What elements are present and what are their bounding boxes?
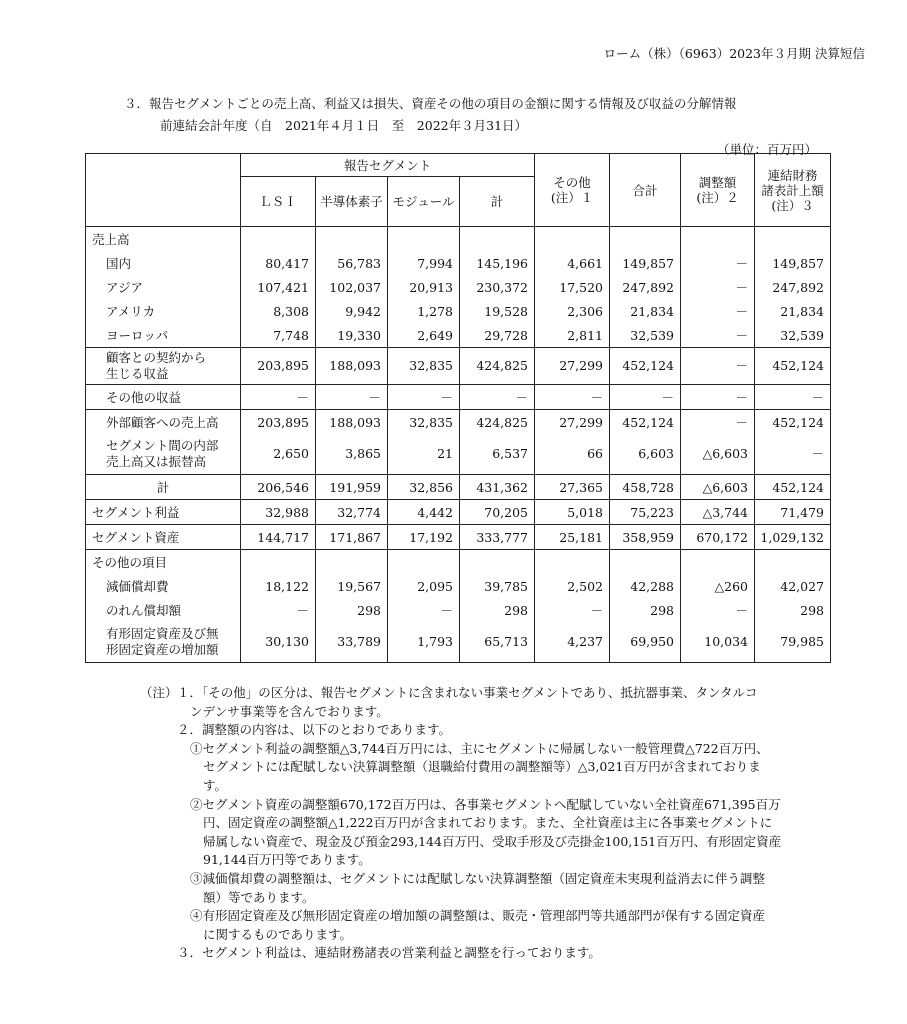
header-consolidated: 連結財務 諸表計上額 (注）３ — [755, 154, 831, 227]
table-cell: 29,728 — [460, 323, 535, 348]
table-cell: 149,857 — [755, 251, 831, 275]
table-cell — [316, 550, 388, 575]
table-cell: 17,520 — [535, 275, 610, 299]
table-cell: 3,865 — [316, 434, 388, 475]
table-cell — [535, 550, 610, 575]
table-cell: 247,892 — [610, 275, 681, 299]
row-label: 顧客との契約から 生じる収益 — [86, 348, 241, 385]
row-label: アジア — [86, 275, 241, 299]
table-cell: 33,789 — [316, 622, 388, 663]
table-row — [86, 299, 831, 323]
table-cell: 4,661 — [535, 251, 610, 275]
unit-label: （単位：百万円） — [716, 142, 817, 157]
table-row — [86, 598, 831, 622]
table-cell: 70,205 — [460, 500, 535, 525]
note-2-4: ④有形固定資産及び無形固定資産の増加額の調整額は、販売・管理部門等共通部門が保有する固定資産 に関するものであります。 — [190, 908, 766, 942]
table-cell: 32,856 — [388, 475, 460, 500]
table-cell — [388, 227, 460, 252]
table-cell: 42,288 — [610, 574, 681, 598]
header-semiconductor: 半導体素子 — [316, 177, 388, 227]
table-cell: 39,785 — [460, 574, 535, 598]
row-label: のれん償却額 — [86, 598, 241, 622]
table-cell: 1,029,132 — [755, 525, 831, 550]
table-cell: 10,034 — [681, 622, 755, 663]
table-cell: 333,777 — [460, 525, 535, 550]
row-label: ヨーロッパ — [86, 323, 241, 348]
table-cell: 18,122 — [241, 574, 316, 598]
table-cell: － — [610, 385, 681, 410]
table-cell: 424,825 — [460, 410, 535, 435]
row-label: その他の収益 — [86, 385, 241, 410]
header-lsi: ＬＳＩ — [241, 177, 316, 227]
table-cell: 203,895 — [241, 410, 316, 435]
table-cell: 1,278 — [388, 299, 460, 323]
table-cell: 298 — [460, 598, 535, 622]
table-cell: 56,783 — [316, 251, 388, 275]
header-subtotal: 計 — [460, 177, 535, 227]
table-row — [86, 475, 831, 500]
table-cell: 21,834 — [755, 299, 831, 323]
table-cell: 5,018 — [535, 500, 610, 525]
table-cell: － — [681, 348, 755, 385]
table-cell: 80,417 — [241, 251, 316, 275]
note-2-3: ③減価償却費の調整額は、セグメントには配賦しない決算調整額（固定資産未実現利益消去に伴う調整 額）等であります。 — [190, 870, 765, 905]
table-cell: 66 — [535, 434, 610, 475]
table-cell: △260 — [681, 574, 755, 598]
table-cell — [241, 550, 316, 575]
table-cell: 32,539 — [610, 323, 681, 348]
table-cell: 7,994 — [388, 251, 460, 275]
table-cell: 188,093 — [316, 348, 388, 385]
table-row — [86, 385, 831, 410]
table-cell: 247,892 — [755, 275, 831, 299]
table-row — [86, 410, 831, 435]
table-cell: 188,093 — [316, 410, 388, 435]
table-cell: 452,124 — [610, 348, 681, 385]
note-2-1: ①セグメント利益の調整額△3,744百万円には、主にセグメントに帰属しない一般管理費△722百万円、 セグメントには配賦しない決算調整額（退職給付費用の調整額等）△3,021百万円が含まれておりま す。 — [190, 740, 769, 793]
table-cell: － — [388, 598, 460, 622]
table-cell: △6,603 — [681, 434, 755, 475]
table-cell: － — [681, 299, 755, 323]
table-cell: － — [755, 385, 831, 410]
table-cell: 9,942 — [316, 299, 388, 323]
header-total: 合計 — [610, 154, 681, 227]
table-cell — [460, 550, 535, 575]
row-label: 国内 — [86, 251, 241, 275]
table-cell: 2,502 — [535, 574, 610, 598]
table-body — [86, 227, 831, 663]
table-cell: 75,223 — [610, 500, 681, 525]
row-label: 売上高 — [86, 227, 241, 252]
table-row — [86, 622, 831, 663]
table-cell: 424,825 — [460, 348, 535, 385]
row-label: セグメント資産 — [86, 525, 241, 550]
notes — [140, 684, 840, 963]
table-cell: 431,362 — [460, 475, 535, 500]
table-cell: 8,308 — [241, 299, 316, 323]
table-cell: 79,985 — [755, 622, 831, 663]
row-label: セグメント利益 — [86, 500, 241, 525]
table-cell: 358,959 — [610, 525, 681, 550]
table-cell — [681, 227, 755, 252]
table-cell — [755, 227, 831, 252]
table-cell: 69,950 — [610, 622, 681, 663]
table-cell: 65,713 — [460, 622, 535, 663]
table-cell: 4,442 — [388, 500, 460, 525]
table-cell: 102,037 — [316, 275, 388, 299]
note-marker: （注） — [140, 685, 178, 700]
table-cell: 32,835 — [388, 410, 460, 435]
table-cell: 19,567 — [316, 574, 388, 598]
row-label: 減価償却費 — [86, 574, 241, 598]
table-cell: △6,603 — [681, 475, 755, 500]
table-row — [86, 434, 831, 475]
table-cell: 2,649 — [388, 323, 460, 348]
table-cell: 670,172 — [681, 525, 755, 550]
header-module: モジュール — [388, 177, 460, 227]
table-cell: 6,603 — [610, 434, 681, 475]
table-cell: △3,744 — [681, 500, 755, 525]
table-cell: 42,027 — [755, 574, 831, 598]
table-row — [86, 227, 831, 252]
table-cell — [610, 227, 681, 252]
header-other: その他 (注）１ — [535, 154, 610, 227]
period-title: 前連結会計年度（自 2021年４月１日 至 2022年３月31日） — [160, 118, 528, 133]
table-cell: － — [755, 434, 831, 475]
table-row — [86, 323, 831, 348]
table-cell: 32,539 — [755, 323, 831, 348]
table-cell: － — [681, 410, 755, 435]
table-row — [86, 574, 831, 598]
table-cell: 27,299 — [535, 410, 610, 435]
table-cell: － — [681, 385, 755, 410]
table-cell: 452,124 — [755, 475, 831, 500]
table-cell: 25,181 — [535, 525, 610, 550]
table-cell: 298 — [316, 598, 388, 622]
table-cell: 2,650 — [241, 434, 316, 475]
table-cell: 2,811 — [535, 323, 610, 348]
table-cell: 171,867 — [316, 525, 388, 550]
table-cell — [388, 550, 460, 575]
table-cell: 149,857 — [610, 251, 681, 275]
table-cell — [535, 227, 610, 252]
table-cell: 230,372 — [460, 275, 535, 299]
table-cell: 2,306 — [535, 299, 610, 323]
table-cell: 19,330 — [316, 323, 388, 348]
table-cell: － — [681, 598, 755, 622]
table-cell — [681, 550, 755, 575]
header-blank-cell — [86, 154, 241, 227]
table-row — [86, 500, 831, 525]
table-cell: 144,717 — [241, 525, 316, 550]
table-cell: － — [460, 385, 535, 410]
table-cell: 206,546 — [241, 475, 316, 500]
table-cell: － — [388, 385, 460, 410]
table-cell — [755, 550, 831, 575]
table-cell — [241, 227, 316, 252]
table-cell: － — [535, 385, 610, 410]
table-cell: 298 — [755, 598, 831, 622]
row-label: 有形固定資産及び無 形固定資産の増加額 — [86, 622, 241, 663]
table-cell: 20,913 — [388, 275, 460, 299]
table-cell: 203,895 — [241, 348, 316, 385]
table-cell: 191,959 — [316, 475, 388, 500]
table-row — [86, 251, 831, 275]
table-cell: 4,237 — [535, 622, 610, 663]
row-label: 外部顧客への売上高 — [86, 410, 241, 435]
table-cell: － — [681, 275, 755, 299]
table-row — [86, 525, 831, 550]
table-cell: － — [241, 598, 316, 622]
row-label: 計 — [86, 475, 241, 500]
table-cell: 145,196 — [460, 251, 535, 275]
table-cell: 6,537 — [460, 434, 535, 475]
row-label: セグメント間の内部 売上高又は振替高 — [86, 434, 241, 475]
table-cell: 107,421 — [241, 275, 316, 299]
section-title: ３．報告セグメントごとの売上高、利益又は損失、資産その他の項目の金額に関する情報及び収益の分解情報 — [124, 96, 737, 111]
table-cell: 71,479 — [755, 500, 831, 525]
table-row — [86, 275, 831, 299]
table-cell: 27,365 — [535, 475, 610, 500]
table-cell — [316, 227, 388, 252]
table-cell: 32,774 — [316, 500, 388, 525]
table-cell: 32,988 — [241, 500, 316, 525]
table-row — [86, 550, 831, 575]
table-cell: 21,834 — [610, 299, 681, 323]
table-cell: 19,528 — [460, 299, 535, 323]
table-cell: － — [241, 385, 316, 410]
header-reportable-segments: 報告セグメント — [241, 154, 535, 177]
segment-table — [85, 153, 831, 663]
row-label: アメリカ — [86, 299, 241, 323]
table-cell: 298 — [610, 598, 681, 622]
table-cell: 452,124 — [610, 410, 681, 435]
note-2: ２．調整額の内容は、以下のとおりであります。 — [177, 722, 452, 738]
table-cell: 30,130 — [241, 622, 316, 663]
table-cell: 452,124 — [755, 410, 831, 435]
table-cell: 452,124 — [755, 348, 831, 385]
table-cell: 7,748 — [241, 323, 316, 348]
table-cell: － — [535, 598, 610, 622]
note-1: （注） １．「その他」の区分は、報告セグメントに含まれない事業セグメントであり、抵抗器事業、タンタルコ ンデンサ事業等を含んでおります。 — [140, 685, 758, 719]
company-header: ローム（株）（6963）2023年３月期 決算短信 — [603, 46, 865, 61]
table-cell: 1,793 — [388, 622, 460, 663]
header-adjustment: 調整額 (注）２ — [681, 154, 755, 227]
table-cell: － — [316, 385, 388, 410]
table-cell: 21 — [388, 434, 460, 475]
table-cell: 2,095 — [388, 574, 460, 598]
table-cell: 32,835 — [388, 348, 460, 385]
table-cell — [610, 550, 681, 575]
note-3: ３．セグメント利益は、連結財務諸表の営業利益と調整を行っております。 — [177, 945, 601, 961]
note-2-2: ②セグメント資産の調整額670,172百万円は、各事業セグメントへ配賦していない全社資産671,395百万 円、固定資産の調整額△1,222百万円が含まれております。また、全社資産は主に各事業セグメントに 帰属しない資産で、現金及び預金293,144百万円、受取手形及び売掛金100,151百万円、有形固定資産 91,144百万円等であります。 — [190, 796, 782, 868]
table-cell — [460, 227, 535, 252]
table-cell: 17,192 — [388, 525, 460, 550]
table-cell: 27,299 — [535, 348, 610, 385]
row-label: その他の項目 — [86, 550, 241, 575]
table-cell: － — [681, 323, 755, 348]
table-cell: 458,728 — [610, 475, 681, 500]
table-row — [86, 348, 831, 385]
table-cell: － — [681, 251, 755, 275]
